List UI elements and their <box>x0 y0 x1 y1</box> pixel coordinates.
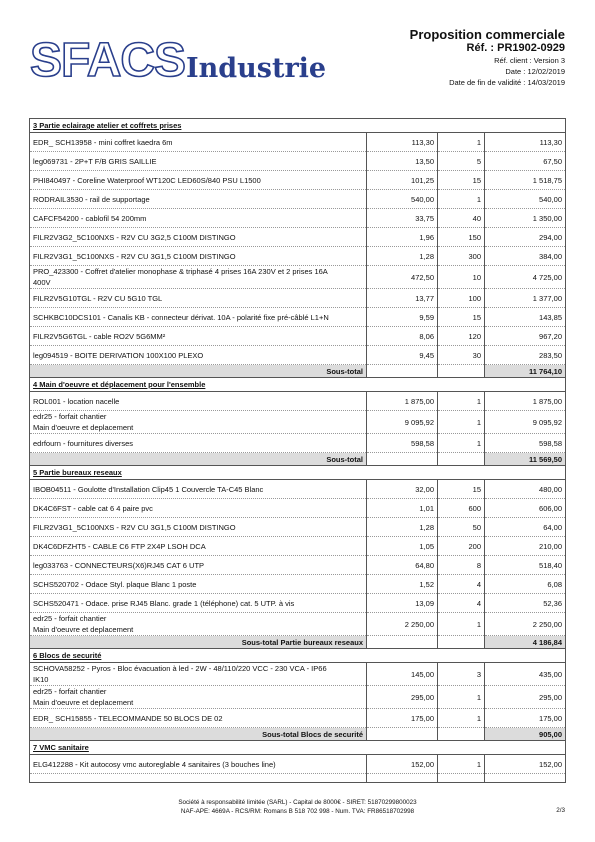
subtotal-empty-price <box>367 728 438 741</box>
item-quantity: 600 <box>438 499 485 518</box>
item-unit-price: 13,09 <box>367 594 438 613</box>
item-description-text: FILR2V3G2_5C100NXS - R2V CU 3G2,5 C100M DISTINGO <box>33 232 236 242</box>
item-description-text: leg069731 - 2P+T F/B GRIS SAILLIE <box>33 156 157 166</box>
item-quantity: 4 <box>438 594 485 613</box>
item-unit-price: 33,75 <box>367 209 438 228</box>
item-quantity: 1 <box>438 686 485 709</box>
line-item-row <box>30 289 566 308</box>
item-description <box>30 152 367 171</box>
section-header-row <box>30 649 566 663</box>
line-item-row <box>30 434 566 453</box>
item-total: 175,00 <box>485 709 566 728</box>
item-total: 518,40 <box>485 556 566 575</box>
item-total: 384,00 <box>485 247 566 266</box>
item-total: 283,50 <box>485 346 566 365</box>
line-item-row <box>30 209 566 228</box>
item-description-text: DK4C6DFZHT5 - CABLE C6 FTP 2X4P LSOH DCA <box>33 541 206 551</box>
item-unit-price: 152,00 <box>367 755 438 774</box>
subtotal-empty-price <box>367 453 438 466</box>
item-unit-price: 1,28 <box>367 518 438 537</box>
line-item-row <box>30 686 566 709</box>
item-description <box>30 518 367 537</box>
item-description <box>30 266 367 289</box>
item-description <box>30 171 367 190</box>
item-description <box>30 247 367 266</box>
item-total: 64,00 <box>485 518 566 537</box>
item-description-text: leg094519 - BOITE DERIVATION 100X100 PLEXO <box>33 350 204 360</box>
item-description-text: edr25 - forfait chantier <box>33 687 107 696</box>
item-quantity: 1 <box>438 411 485 434</box>
item-quantity: 1 <box>438 434 485 453</box>
item-unit-price: 101,25 <box>367 171 438 190</box>
item-quantity: 1 <box>438 392 485 411</box>
line-item-row <box>30 308 566 327</box>
item-unit-price: 9,45 <box>367 346 438 365</box>
item-description-text: FILR2V5G10TGL - R2V CU 5G10 TGL <box>33 293 163 303</box>
empty-cell <box>367 774 438 783</box>
line-item-row <box>30 594 566 613</box>
item-quantity: 15 <box>438 480 485 499</box>
item-quantity: 15 <box>438 171 485 190</box>
line-item-row <box>30 411 566 434</box>
item-description-text: EDR_ SCH13958 - mini coffret kaedra 6m <box>33 137 173 147</box>
section-header-row <box>30 378 566 392</box>
subtotal-label: Sous-total <box>30 365 367 378</box>
item-quantity: 40 <box>438 209 485 228</box>
item-description <box>30 289 367 308</box>
subtotal-row <box>30 728 566 741</box>
subtotal-empty-qty <box>438 453 485 466</box>
item-description <box>30 709 367 728</box>
item-quantity: 3 <box>438 663 485 686</box>
item-quantity: 1 <box>438 613 485 636</box>
subtotal-empty-qty <box>438 728 485 741</box>
item-total: 480,00 <box>485 480 566 499</box>
item-description <box>30 228 367 247</box>
section-header-row <box>30 119 566 133</box>
line-item-row <box>30 613 566 636</box>
subtotal-label: Sous-total <box>30 453 367 466</box>
item-description-text: PRO_423300 - Coffret d'atelier monophase & triphasé 4 prises 16A 230V et 2 prises 16A <box>33 267 328 276</box>
empty-cell <box>30 774 367 783</box>
item-unit-price: 13,77 <box>367 289 438 308</box>
footer-line-1: Société à responsabilité limitée (SARL) - Capital de 8000€ - SIRET: 51870299800023 <box>178 799 417 806</box>
line-items-table <box>29 118 566 783</box>
item-total: 967,20 <box>485 327 566 346</box>
item-description <box>30 594 367 613</box>
item-unit-price: 1 875,00 <box>367 392 438 411</box>
subtotal-empty-price <box>367 636 438 649</box>
table-end-row <box>30 774 566 783</box>
item-total: 295,00 <box>485 686 566 709</box>
document-date: Date : 12/02/2019 <box>505 67 565 76</box>
subtotal-label: Sous-total Blocs de securité <box>30 728 367 741</box>
item-description-text: leg033763 - CONNECTEURS(X6)RJ45 CAT 6 UTP <box>33 560 205 570</box>
item-total: 1 377,00 <box>485 289 566 308</box>
footer-line-2: NAF-APE: 4669A - RCS/RM: Romans B 518 702 998 - Num. TVA: FR86518702998 <box>180 808 415 815</box>
item-description <box>30 556 367 575</box>
item-unit-price: 1,28 <box>367 247 438 266</box>
line-item-row <box>30 709 566 728</box>
item-description-text: ELG412288 - Kit autocosy vmc autoreglable 4 sanitaires (3 bouches line) <box>33 759 276 769</box>
item-total: 598,58 <box>485 434 566 453</box>
item-unit-price: 8,06 <box>367 327 438 346</box>
section-header-row <box>30 741 566 755</box>
item-quantity: 100 <box>438 289 485 308</box>
item-quantity: 200 <box>438 537 485 556</box>
item-total: 113,30 <box>485 133 566 152</box>
subtotal-empty-qty <box>438 636 485 649</box>
item-unit-price: 1,52 <box>367 575 438 594</box>
legal-footer <box>0 798 595 816</box>
item-description-text: edr25 - forfait chantier <box>33 412 107 421</box>
item-description-text: SCHS520471 - Odace. prise RJ45 Blanc. grade 1 (téléphone) cat. 5 UTP. à vis <box>33 598 295 608</box>
item-quantity: 5 <box>438 152 485 171</box>
item-description-text: PHI840497 - Coreline Waterproof WT120C LED60S/840 PSU L1500 <box>33 175 261 185</box>
subtotal-amount: 11 569,50 <box>485 453 566 466</box>
item-total: 1 875,00 <box>485 392 566 411</box>
line-item-row <box>30 190 566 209</box>
line-item-row <box>30 392 566 411</box>
item-quantity: 4 <box>438 575 485 594</box>
item-total: 2 250,00 <box>485 613 566 636</box>
item-total: 1 518,75 <box>485 171 566 190</box>
item-description-text: RODRAIL3530 - rail de supportage <box>33 194 150 204</box>
item-unit-price: 295,00 <box>367 686 438 709</box>
item-description-text: SCHKBC10DCS101 - Canalis KB - connecteur dérivat. 10A - polarité fixe pré-câblé L1+N <box>33 312 329 322</box>
subtotal-row <box>30 365 566 378</box>
item-description <box>30 411 367 434</box>
item-description-line2: IK10 <box>33 675 49 684</box>
item-unit-price: 32,00 <box>367 480 438 499</box>
item-quantity: 300 <box>438 247 485 266</box>
subtotal-empty-price <box>367 365 438 378</box>
empty-cell <box>485 774 566 783</box>
subtotal-empty-qty <box>438 365 485 378</box>
item-quantity: 120 <box>438 327 485 346</box>
document-reference: Réf. : PR1902-0929 <box>466 42 565 54</box>
item-total: 6,08 <box>485 575 566 594</box>
item-description-text: IBOB04511 - Goulotte d'Installation Clip45 1 Couvercle TA-C45 Blanc <box>33 484 264 494</box>
item-description-text: FILR2V5G6TGL - cable RO2V 5G6MM² <box>33 331 166 341</box>
line-item-row <box>30 663 566 686</box>
item-quantity: 50 <box>438 518 485 537</box>
item-description <box>30 755 367 774</box>
item-unit-price: 9,59 <box>367 308 438 327</box>
item-total: 210,00 <box>485 537 566 556</box>
item-unit-price: 2 250,00 <box>367 613 438 636</box>
item-description <box>30 663 367 686</box>
item-unit-price: 13,50 <box>367 152 438 171</box>
item-description-text: edrfourn - fournitures diverses <box>33 438 134 448</box>
client-reference: Réf. client : Version 3 <box>494 56 565 65</box>
item-unit-price: 64,80 <box>367 556 438 575</box>
subtotal-amount: 4 186,84 <box>485 636 566 649</box>
item-unit-price: 175,00 <box>367 709 438 728</box>
line-item-row <box>30 556 566 575</box>
item-total: 1 350,00 <box>485 209 566 228</box>
item-description-line2: Main d'oeuvre et deplacement <box>33 423 134 432</box>
line-item-row <box>30 152 566 171</box>
item-unit-price: 1,01 <box>367 499 438 518</box>
line-item-row <box>30 480 566 499</box>
line-item-row <box>30 133 566 152</box>
item-description <box>30 346 367 365</box>
item-description <box>30 537 367 556</box>
item-description <box>30 209 367 228</box>
line-item-row <box>30 228 566 247</box>
item-quantity: 1 <box>438 133 485 152</box>
line-item-row <box>30 755 566 774</box>
section-title: 5 Partie bureaux reseaux <box>30 466 566 480</box>
item-description <box>30 308 367 327</box>
item-unit-price: 1,05 <box>367 537 438 556</box>
item-description <box>30 392 367 411</box>
item-description <box>30 133 367 152</box>
page-number: 2/3 <box>556 807 565 814</box>
line-item-row <box>30 575 566 594</box>
item-total: 294,00 <box>485 228 566 247</box>
section-title: 4 Main d'oeuvre et déplacement pour l'ensemble <box>30 378 566 392</box>
item-total: 52,36 <box>485 594 566 613</box>
item-unit-price: 113,30 <box>367 133 438 152</box>
item-total: 143,85 <box>485 308 566 327</box>
item-quantity: 10 <box>438 266 485 289</box>
item-description-text: DK4C6FST - cable cat 6 4 paire pvc <box>33 503 153 513</box>
item-unit-price: 9 095,92 <box>367 411 438 434</box>
company-logo <box>30 34 327 87</box>
item-total: 67,50 <box>485 152 566 171</box>
item-description-text: SCHOVA58252 - Pyros - Bloc évacuation à led - 2W - 48/110/220 VCC - 230 VCA - IP66 <box>33 664 327 673</box>
item-unit-price: 540,00 <box>367 190 438 209</box>
section-title: 7 VMC sanitaire <box>30 741 566 755</box>
item-quantity: 1 <box>438 755 485 774</box>
logo-industrie-text: Industrie <box>186 53 327 84</box>
line-item-row <box>30 499 566 518</box>
item-unit-price: 145,00 <box>367 663 438 686</box>
subtotal-amount: 11 764,10 <box>485 365 566 378</box>
line-item-row <box>30 266 566 289</box>
line-item-row <box>30 537 566 556</box>
item-description-text: ROL001 - location nacelle <box>33 396 120 406</box>
item-description-text: SCHS520702 - Odace Styl. plaque Blanc 1 poste <box>33 579 197 589</box>
validity-date: Date de fin de validité : 14/03/2019 <box>449 78 565 87</box>
subtotal-row <box>30 636 566 649</box>
item-quantity: 15 <box>438 308 485 327</box>
item-quantity: 8 <box>438 556 485 575</box>
line-item-row <box>30 171 566 190</box>
item-description <box>30 613 367 636</box>
line-item-row <box>30 247 566 266</box>
item-description <box>30 190 367 209</box>
empty-cell <box>438 774 485 783</box>
item-total: 435,00 <box>485 663 566 686</box>
line-item-row <box>30 327 566 346</box>
section-title: 6 Blocs de securité <box>30 649 566 663</box>
item-description-text: FILR2V3G1_5C100NXS - R2V CU 3G1,5 C100M DISTINGO <box>33 522 236 532</box>
item-total: 540,00 <box>485 190 566 209</box>
item-description-line2: Main d'oeuvre et deplacement <box>33 698 134 707</box>
subtotal-amount: 905,00 <box>485 728 566 741</box>
item-description <box>30 327 367 346</box>
item-description-text: edr25 - forfait chantier <box>33 614 107 623</box>
document-header <box>410 27 565 88</box>
item-total: 4 725,00 <box>485 266 566 289</box>
item-description-text: EDR_ SCH15855 - TELECOMMANDE 50 BLOCS DE 02 <box>33 713 223 723</box>
item-quantity: 1 <box>438 709 485 728</box>
section-header-row <box>30 466 566 480</box>
item-description-line2: 400V <box>33 278 51 287</box>
item-quantity: 30 <box>438 346 485 365</box>
item-description <box>30 499 367 518</box>
item-quantity: 1 <box>438 190 485 209</box>
item-description-text: FILR2V3G1_5C100NXS - R2V CU 3G1,5 C100M DISTINGO <box>33 251 236 261</box>
item-unit-price: 598,58 <box>367 434 438 453</box>
item-description <box>30 575 367 594</box>
item-description <box>30 434 367 453</box>
item-description-line2: Main d'oeuvre et deplacement <box>33 625 134 634</box>
section-title: 3 Partie eclairage atelier et coffrets prises <box>30 119 566 133</box>
item-quantity: 150 <box>438 228 485 247</box>
item-total: 152,00 <box>485 755 566 774</box>
subtotal-label: Sous-total Partie bureaux reseaux <box>30 636 367 649</box>
item-total: 606,00 <box>485 499 566 518</box>
item-description <box>30 480 367 499</box>
item-description <box>30 686 367 709</box>
item-unit-price: 472,50 <box>367 266 438 289</box>
item-description-text: CAFCF54200 - cablofil 54 200mm <box>33 213 147 223</box>
document-title: Proposition commerciale <box>409 27 565 42</box>
item-unit-price: 1,96 <box>367 228 438 247</box>
logo-sfacs-text: SFACS <box>30 34 186 87</box>
line-item-row <box>30 346 566 365</box>
line-item-row <box>30 518 566 537</box>
item-total: 9 095,92 <box>485 411 566 434</box>
subtotal-row <box>30 453 566 466</box>
